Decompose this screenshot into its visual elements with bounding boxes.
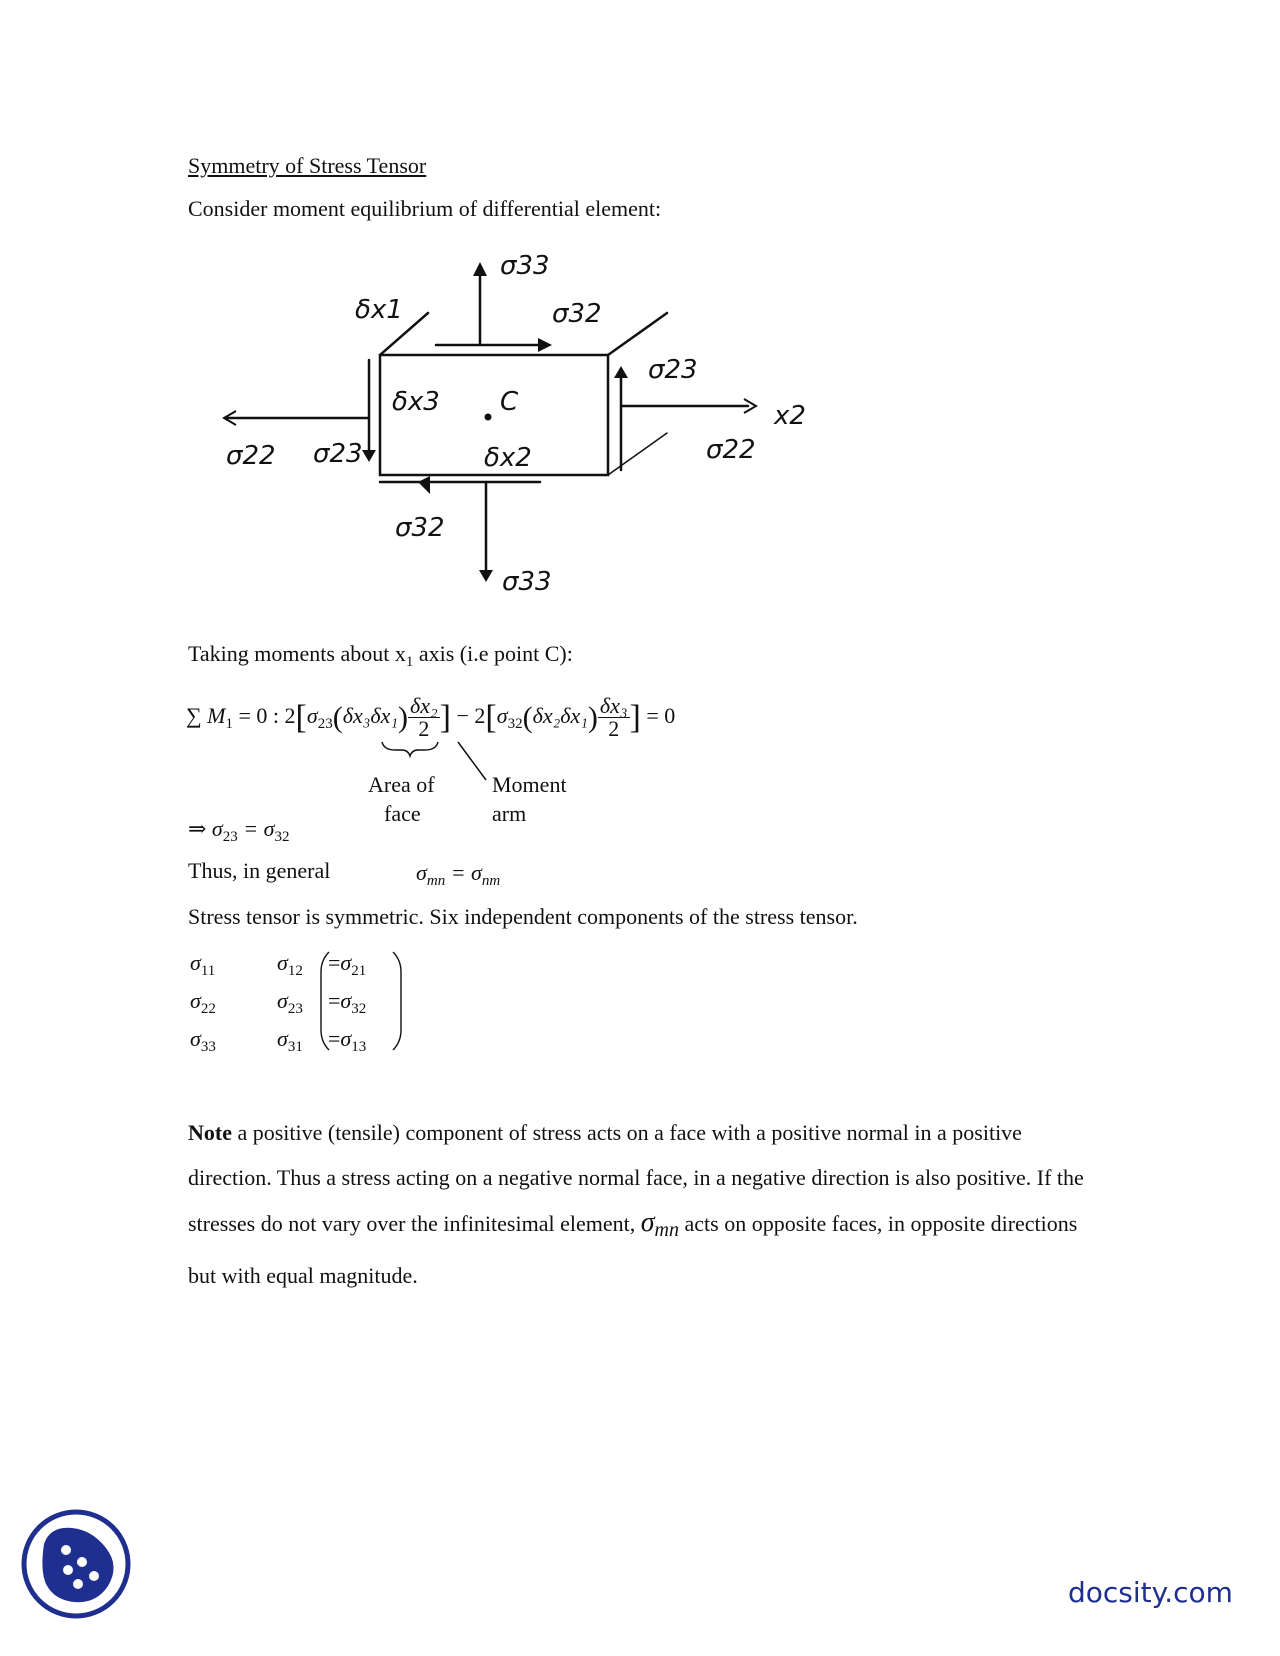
moment-equation: ∑ $M_1 = 0$ : $2[\sigma_{23}(\delta x_3\delta x_1)$ $\frac{\text{δx₂}}{2}$ ] − $2[\sigma_{32}(\delta x_2\delta x_1)$ $\frac{\text{δx₃}}{2}$ ] = 0 bbox=[186, 693, 676, 742]
general-equation bbox=[416, 860, 500, 894]
label-dx2: δx2 bbox=[484, 443, 532, 473]
comp-s13-eq: = bbox=[328, 1026, 341, 1051]
comp-s23-sub: 23 bbox=[287, 1001, 303, 1017]
label-sigma32-top: σ32 bbox=[552, 299, 602, 329]
comp-s13-sigma: σ bbox=[340, 1026, 352, 1051]
symmetric-text: Stress tensor is symmetric. Six independent components of the stress tensor. bbox=[188, 904, 858, 929]
eq-lhs: ∑ M bbox=[186, 703, 226, 728]
docsity-brand-text[interactable]: docsity.com bbox=[1068, 1576, 1233, 1609]
annotation-area-line2: face bbox=[384, 801, 421, 826]
note-text-1: a positive (tensile) component of stress acts on a face with a positive normal in a positive direction. Thus a stress acting on a negative normal face, in a negative direction is also positive. If the stresses do not vary over the infinitesimal element, bbox=[188, 1120, 1084, 1236]
comp-s32-sub: 32 bbox=[351, 1001, 367, 1017]
eq-frac2-den: 2 bbox=[608, 716, 620, 742]
label-c: C bbox=[500, 387, 519, 417]
comp-s21-sub: 21 bbox=[351, 963, 367, 979]
comp-s22-sub: 22 bbox=[200, 1001, 216, 1017]
eq-area1: δx₃δx₁ bbox=[342, 703, 399, 728]
eq-area2: δx₂δx₁ bbox=[532, 703, 588, 728]
eq-s32-sub: 32 bbox=[507, 716, 523, 732]
comp-s32-sigma: σ bbox=[340, 988, 352, 1013]
comp-s12 bbox=[277, 950, 303, 980]
moments-text-b: axis (i.e point C): bbox=[413, 641, 573, 666]
label-sigma23-right: σ23 bbox=[648, 355, 698, 385]
eq-rhs: = 0 bbox=[640, 703, 676, 728]
comp-s21-sigma: σ bbox=[340, 950, 352, 975]
comp-s22 bbox=[190, 988, 216, 1018]
note-text-2: acts on opposite faces, in opposite directions but with equal magnitude. bbox=[188, 1211, 1078, 1288]
comp-s11 bbox=[190, 950, 215, 980]
comp-s33-sub: 33 bbox=[200, 1039, 216, 1055]
moment-arm-pointer bbox=[458, 742, 486, 780]
comp-s33-sigma: σ bbox=[190, 1026, 201, 1051]
note-sigma: σ bbox=[640, 1207, 655, 1238]
label-x2: x2 bbox=[774, 401, 806, 431]
label-dx1: δx1 bbox=[355, 295, 403, 325]
label-sigma32-bottom: σ32 bbox=[395, 513, 445, 543]
label-sigma22-left: σ22 bbox=[226, 441, 276, 471]
comp-s32-eq: = bbox=[328, 988, 341, 1013]
general-eq: = σ bbox=[445, 860, 482, 885]
comp-s13 bbox=[328, 1026, 366, 1056]
label-sigma23-left: σ23 bbox=[313, 439, 363, 469]
comp-s32 bbox=[328, 988, 366, 1018]
annotation-arm-line2: arm bbox=[492, 801, 527, 826]
comp-s12-sub: 12 bbox=[287, 963, 303, 979]
implies-line bbox=[188, 816, 290, 850]
comp-s21-eq: = bbox=[328, 950, 341, 975]
comp-s23 bbox=[277, 988, 303, 1018]
label-sigma33-top: σ33 bbox=[500, 251, 550, 281]
comp-s21 bbox=[328, 950, 366, 980]
label-sigma22-right: σ22 bbox=[706, 435, 756, 465]
moments-text-sub: 1 bbox=[405, 654, 414, 670]
page-title: Symmetry of Stress Tensor bbox=[188, 153, 427, 178]
moments-text-a: Taking moments about x bbox=[188, 641, 406, 666]
comp-s23-sigma: σ bbox=[277, 988, 288, 1013]
eq-frac1-den: 2 bbox=[418, 716, 430, 742]
thus-label: Thus, in general bbox=[188, 858, 331, 883]
general-sub1: mn bbox=[426, 873, 446, 889]
comp-s11-sigma: σ bbox=[190, 950, 201, 975]
eq-frac2-num: δx₃ bbox=[599, 693, 628, 719]
annotation-arm-line1: Moment bbox=[492, 772, 567, 797]
eq-s23-sub: 23 bbox=[317, 716, 333, 732]
area-underbrace bbox=[382, 742, 438, 756]
general-s1: σ bbox=[416, 860, 427, 885]
eq-s23: σ bbox=[306, 703, 318, 728]
comp-s11-sub: 11 bbox=[200, 963, 216, 979]
comp-s12-sigma: σ bbox=[277, 950, 288, 975]
comp-s31 bbox=[277, 1026, 303, 1056]
comp-s31-sigma: σ bbox=[277, 1026, 288, 1051]
docsity-logo-icon bbox=[20, 1508, 132, 1620]
comp-s22-sigma: σ bbox=[190, 988, 201, 1013]
comp-s31-sub: 31 bbox=[287, 1039, 303, 1055]
equation-annotations bbox=[0, 0, 1280, 820]
implies-eq: = σ bbox=[237, 816, 275, 841]
eq-s32: σ bbox=[496, 703, 508, 728]
implies-sub1: 23 bbox=[222, 829, 238, 845]
eq-frac1-num: δx₂ bbox=[410, 693, 438, 719]
eq-lhs-sub: 1 bbox=[225, 716, 234, 732]
note-sub: mn bbox=[654, 1219, 679, 1241]
label-sigma33-bottom: σ33 bbox=[502, 567, 552, 597]
annotation-area-line1: Area of bbox=[368, 772, 435, 797]
implies-sub2: 32 bbox=[274, 829, 290, 845]
eq-minus: − 2 bbox=[450, 703, 486, 728]
eq-eq0: = 0 : 2 bbox=[233, 703, 296, 728]
comp-s13-sub: 13 bbox=[351, 1039, 367, 1055]
general-sub2: nm bbox=[481, 873, 501, 889]
note-bold: Note bbox=[188, 1120, 232, 1145]
intro-text: Consider moment equilibrium of differential element: bbox=[188, 196, 662, 221]
label-dx3: δx3 bbox=[392, 387, 440, 417]
implies-lhs: ⇒ σ bbox=[188, 816, 223, 841]
note-paragraph bbox=[188, 1110, 1088, 1298]
comp-s33 bbox=[190, 1026, 216, 1056]
